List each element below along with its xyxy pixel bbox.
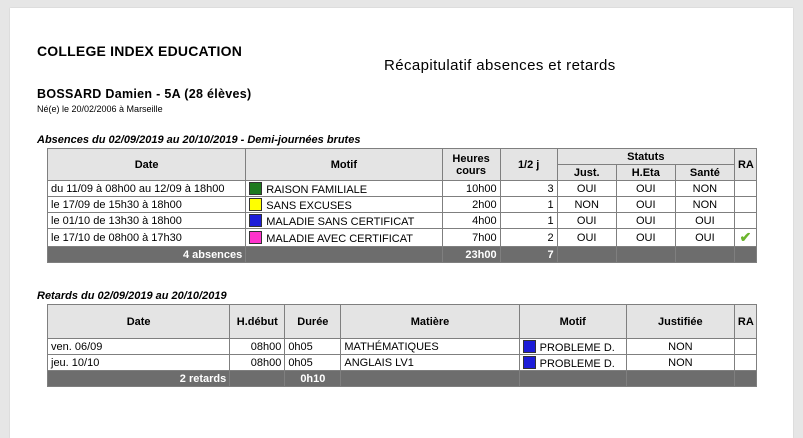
check-icon — [734, 181, 756, 197]
birth-info: Né(e) le 20/02/2006 à Marseille — [37, 104, 163, 114]
absence-demi: 2 — [500, 229, 557, 247]
absence-motif: RAISON FAMILIALE — [246, 181, 442, 197]
absence-date: du 11/09 à 08h00 au 12/09 à 18h00 — [48, 181, 246, 197]
absence-motif: SANS EXCUSES — [246, 197, 442, 213]
retard-ra — [734, 339, 756, 355]
table-row — [48, 229, 757, 247]
col-date: Date — [48, 305, 230, 339]
retard-hdebut: 08h00 — [230, 355, 285, 371]
retard-justifiee: NON — [626, 339, 734, 355]
retards-count: 2 retards — [48, 371, 230, 387]
absences-total-hours: 23h00 — [442, 247, 500, 263]
absence-sante: NON — [675, 197, 734, 213]
col-matiere: Matière — [341, 305, 519, 339]
absence-just: OUI — [557, 181, 616, 197]
report-title: Récapitulatif absences et retards — [384, 57, 616, 74]
absences-count: 4 absences — [48, 247, 246, 263]
absence-heta: OUI — [616, 229, 675, 247]
table-row — [48, 339, 757, 355]
retard-justifiee: NON — [626, 355, 734, 371]
col-ra: RA — [734, 149, 756, 181]
absences-section-title: Absences du 02/09/2019 au 20/10/2019 - Demi-journées brutes — [37, 134, 361, 146]
motif-color-swatch — [249, 214, 262, 227]
motif-color-swatch — [249, 231, 262, 244]
absence-just: NON — [557, 197, 616, 213]
absence-just: OUI — [557, 229, 616, 247]
absence-demi: 1 — [500, 197, 557, 213]
retard-date: jeu. 10/10 — [48, 355, 230, 371]
absence-demi: 1 — [500, 213, 557, 229]
absence-motif: MALADIE AVEC CERTIFICAT — [246, 229, 442, 247]
absence-hours: 10h00 — [442, 181, 500, 197]
retards-total-duree: 0h10 — [285, 371, 341, 387]
retard-duree: 0h05 — [285, 339, 341, 355]
motif-color-swatch — [249, 198, 262, 211]
absence-hours: 4h00 — [442, 213, 500, 229]
retard-matiere: ANGLAIS LV1 — [341, 355, 519, 371]
col-motif: Motif — [246, 149, 442, 181]
col-justifiee: Justifiée — [626, 305, 734, 339]
absence-date: le 17/09 de 15h30 à 18h00 — [48, 197, 246, 213]
absence-heta: OUI — [616, 197, 675, 213]
col-sante: Santé — [675, 165, 734, 181]
absence-demi: 3 — [500, 181, 557, 197]
retard-ra — [734, 355, 756, 371]
motif-color-swatch — [523, 340, 536, 353]
absence-hours: 7h00 — [442, 229, 500, 247]
absence-motif: MALADIE SANS CERTIFICAT — [246, 213, 442, 229]
check-icon — [734, 197, 756, 213]
table-row — [48, 197, 757, 213]
col-heures: Heures cours — [442, 149, 500, 181]
table-row — [48, 213, 757, 229]
motif-color-swatch — [249, 182, 262, 195]
col-date: Date — [48, 149, 246, 181]
retard-duree: 0h05 — [285, 355, 341, 371]
retard-motif: PROBLEME D. — [519, 355, 626, 371]
check-icon: ✔ — [734, 229, 756, 247]
absence-sante: OUI — [675, 229, 734, 247]
absence-sante: NON — [675, 181, 734, 197]
retard-motif: PROBLEME D. — [519, 339, 626, 355]
absence-date: le 01/10 de 13h30 à 18h00 — [48, 213, 246, 229]
retard-date: ven. 06/09 — [48, 339, 230, 355]
col-motif: Motif — [519, 305, 626, 339]
col-heta: H.Eta — [616, 165, 675, 181]
absences-table — [47, 148, 757, 263]
retard-hdebut: 08h00 — [230, 339, 285, 355]
table-row — [48, 355, 757, 371]
check-icon — [734, 213, 756, 229]
absence-hours: 2h00 — [442, 197, 500, 213]
motif-color-swatch — [523, 356, 536, 369]
col-duree: Durée — [285, 305, 341, 339]
col-demi: 1/2 j — [500, 149, 557, 181]
absences-total-row — [48, 247, 757, 263]
col-hdebut: H.début — [230, 305, 285, 339]
absence-heta: OUI — [616, 213, 675, 229]
col-statuts: Statuts — [557, 149, 734, 165]
col-ra: RA — [734, 305, 756, 339]
absence-sante: OUI — [675, 213, 734, 229]
retards-total-row — [48, 371, 757, 387]
retard-matiere: MATHÉMATIQUES — [341, 339, 519, 355]
retards-section-title: Retards du 02/09/2019 au 20/10/2019 — [37, 290, 227, 302]
student-name: BOSSARD Damien - 5A (28 élèves) — [37, 87, 252, 101]
col-just: Just. — [557, 165, 616, 181]
retards-table — [47, 304, 757, 387]
absence-date: le 17/10 de 08h00 à 17h30 — [48, 229, 246, 247]
absences-total-demi: 7 — [500, 247, 557, 263]
school-name: COLLEGE INDEX EDUCATION — [37, 43, 243, 59]
table-row — [48, 181, 757, 197]
absence-just: OUI — [557, 213, 616, 229]
absence-heta: OUI — [616, 181, 675, 197]
